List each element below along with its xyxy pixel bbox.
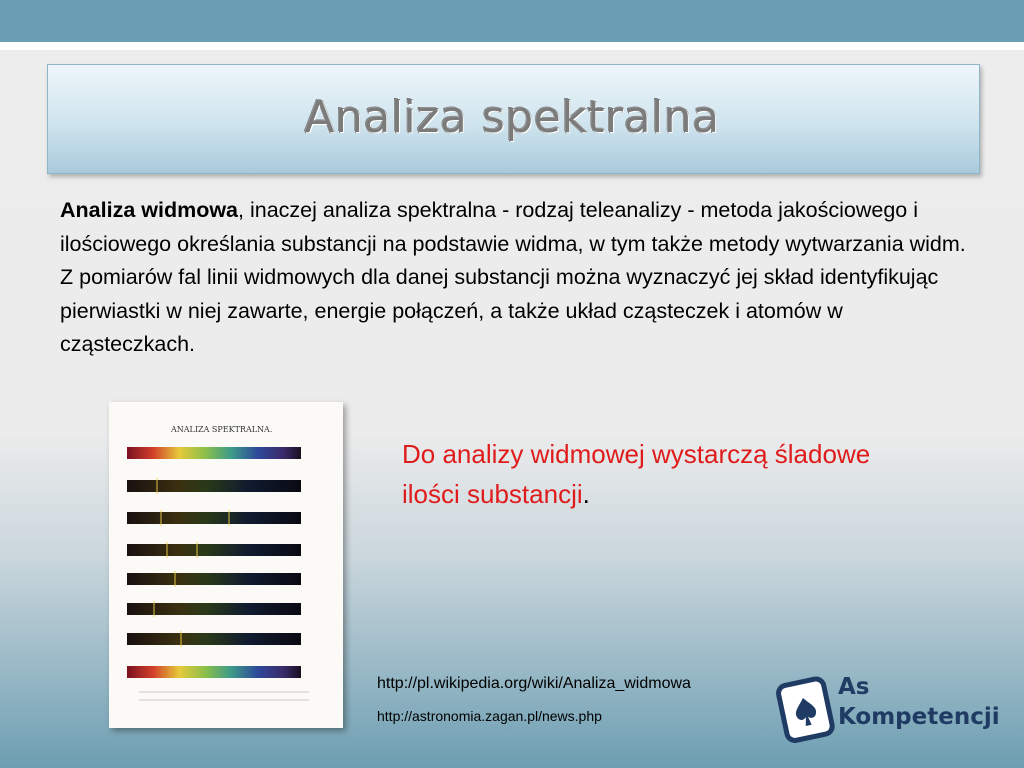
spectrum-band <box>127 512 301 524</box>
highlight-period: . <box>582 479 590 509</box>
logo-line2: Kompetencji <box>838 704 1000 730</box>
spectrum-band <box>127 633 301 645</box>
logo-text <box>838 672 1000 732</box>
spectrum-band <box>127 544 301 556</box>
spectrum-band <box>127 603 301 615</box>
top-bar <box>0 0 1024 42</box>
body-text: , inaczej analiza spektralna - rodzaj teleanalizy - metoda jakościowego i ilościowego określania substancji na podstawie widma, w tym także metody wytwarzania widm. Z pomiarów fal linii widmowych dla danej substancji można wyznaczyć jej skład identyfikując pierwiastki w niej zawarte, energie połączeń, a także układ cząsteczek i atomów w cząsteczkach. <box>60 198 966 356</box>
spectrum-band <box>127 480 301 492</box>
page-title: Analiza spektralna <box>304 92 720 143</box>
spectrum-band <box>127 573 301 585</box>
spectrum-band <box>127 447 301 459</box>
body-bold-term: Analiza widmowa <box>60 198 239 222</box>
body-paragraph <box>60 194 970 362</box>
highlight-text <box>402 434 902 514</box>
top-divider <box>0 42 1024 50</box>
logo-line1: As <box>838 674 870 700</box>
highlight-sentence: Do analizy widmowej wystarczą śladowe ilości substancji <box>402 439 871 509</box>
image-caption: ANALIZA SPEKTRALNA. <box>171 425 273 434</box>
source-link-wikipedia[interactable]: http://pl.wikipedia.org/wiki/Analiza_widmowa <box>377 675 691 692</box>
spectrum-image <box>109 402 343 728</box>
spectrum-band <box>127 666 301 678</box>
source-link-astronomia[interactable]: http://astronomia.zagan.pl/news.php <box>377 708 602 724</box>
